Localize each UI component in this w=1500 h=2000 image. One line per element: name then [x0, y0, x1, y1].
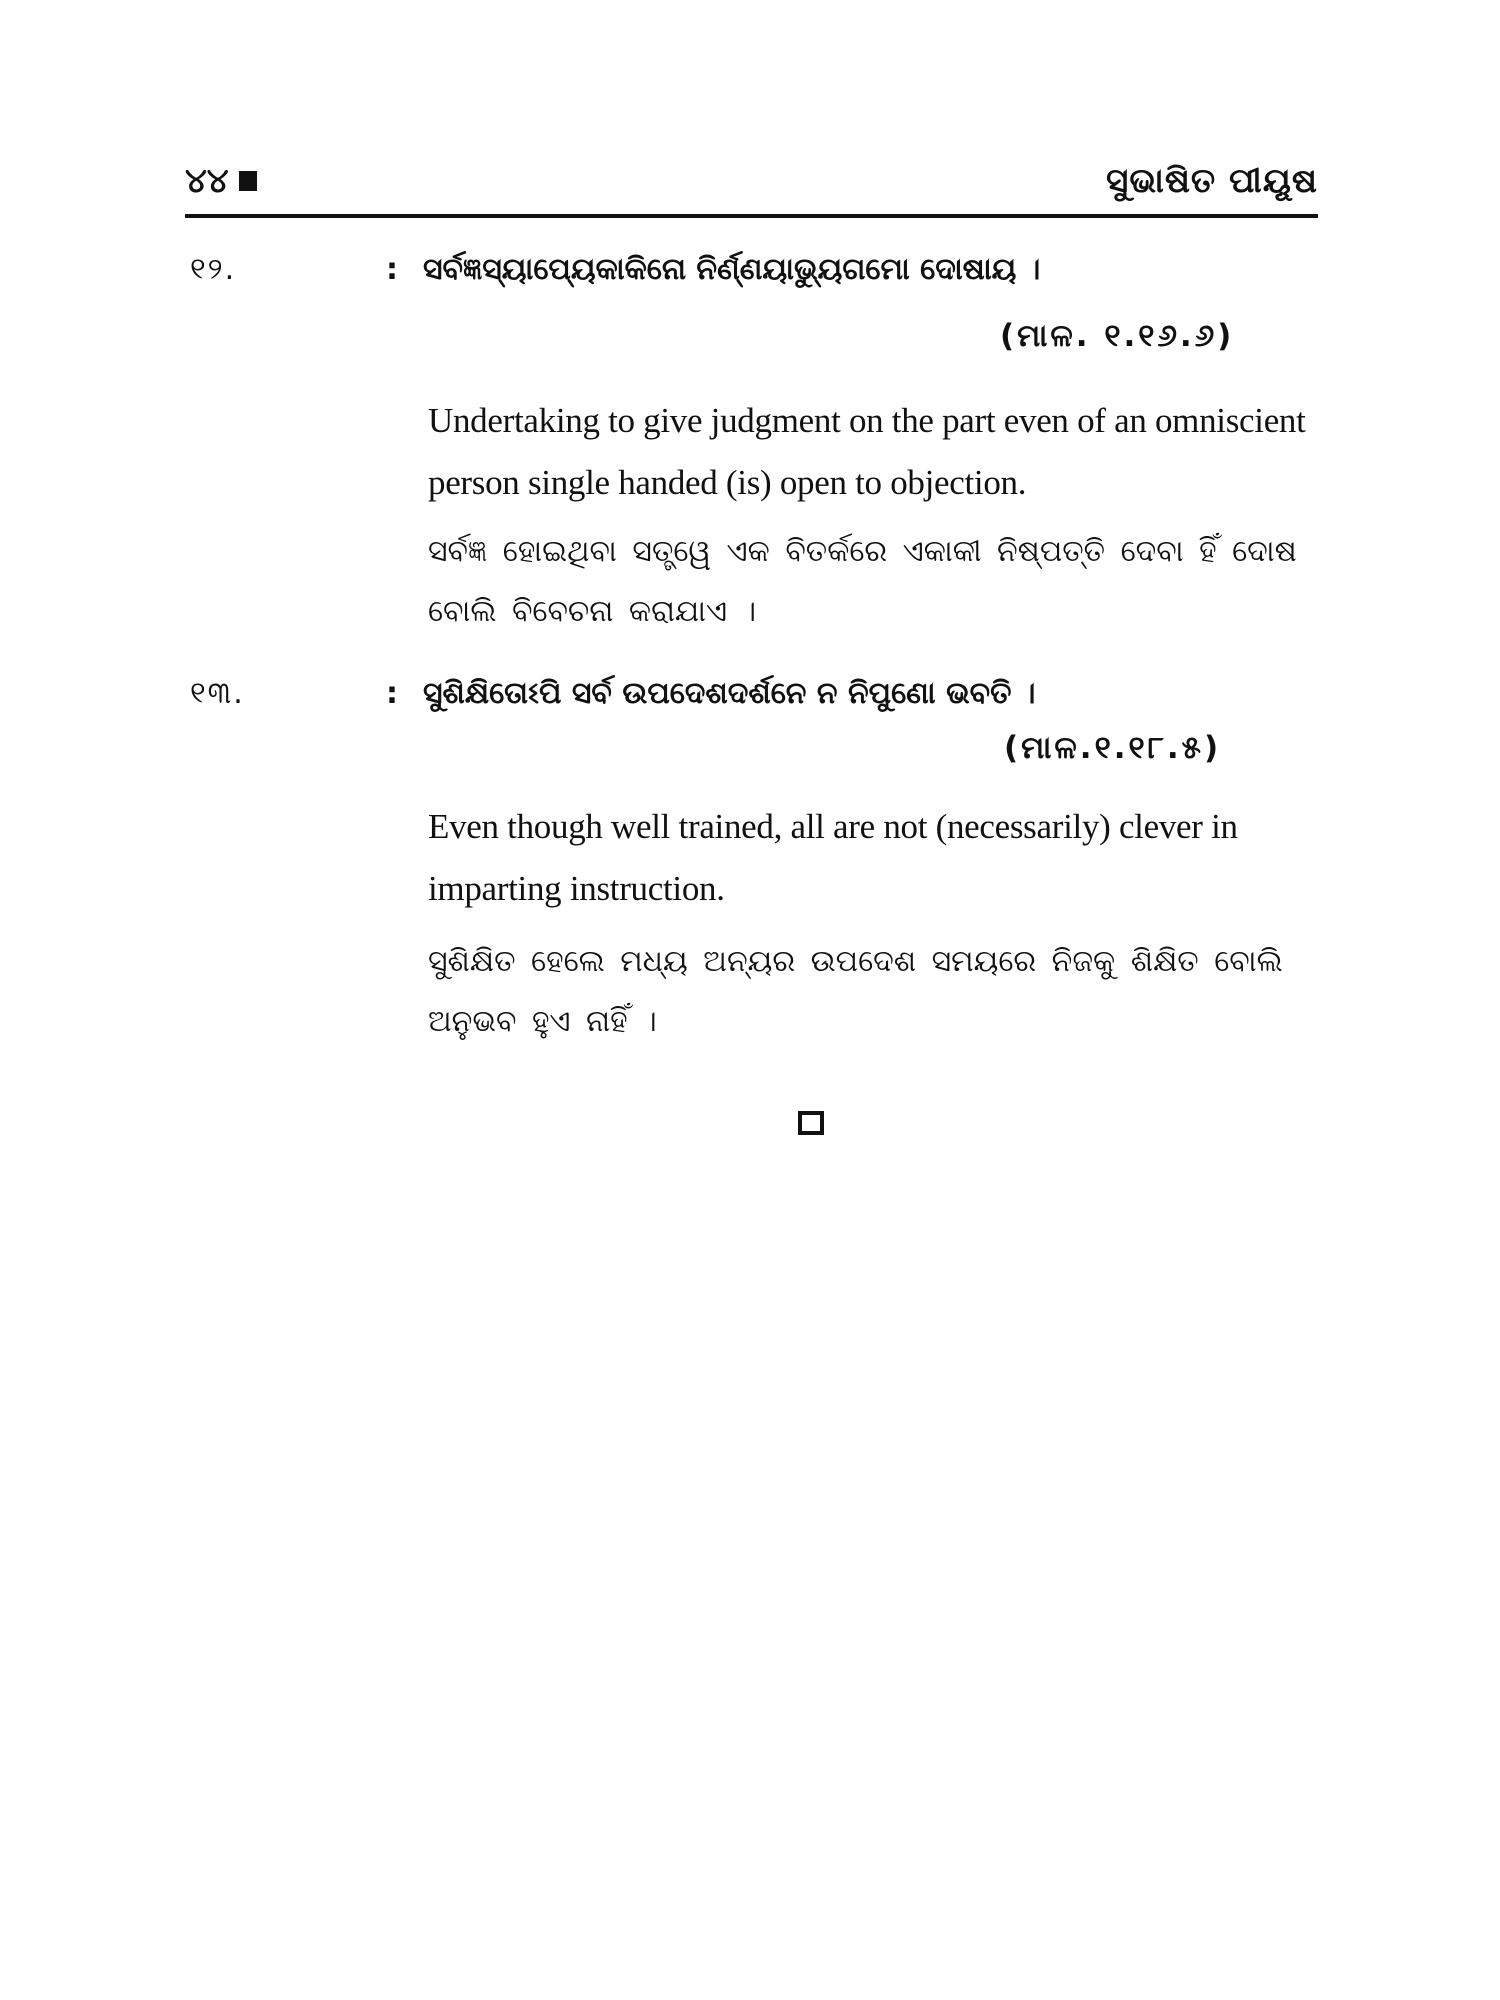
english-translation: Undertaking to give judgment on the part even of an omniscient person single handed (is) open to objection.: [428, 401, 1306, 502]
odia-translation: ସୁଶିକ୍ଷିତ ହେଲେ ମଧ୍ୟ ଅନ୍ୟର ଉପଦେଶ ସମୟରେ ନିଜକୁ ଶିକ୍ଷିତ ବୋଲି ଅନୁଭବ ହୁଏ ନାହିଁ ।: [428, 944, 1283, 1039]
page-header: [185, 158, 1318, 216]
entry-number: ୧୩.: [190, 676, 245, 711]
page-number-square-mark: [239, 171, 257, 191]
running-title: ସୁଭାଷିତ ପୀୟୂଷ: [1106, 161, 1318, 201]
sanskrit-verse: ସୁଶିକ୍ଷିତୋଽପି ସର୍ବ ଉପଦେଶଦର୍ଶନେ ନ ନିପୁଣୋ ଭବତି ।: [423, 676, 1036, 711]
entry-colon: :: [386, 252, 398, 287]
verse-reference: (ମାଳ. ୧.୧୬.୬): [1000, 318, 1235, 354]
entry-colon: :: [386, 676, 398, 711]
end-of-section-mark: [798, 1111, 824, 1135]
entry-number: ୧୨.: [190, 252, 237, 287]
page-number-block: [185, 158, 257, 204]
page-number: ୪୪: [185, 161, 229, 201]
header-rule: [185, 214, 1318, 218]
sanskrit-verse: ସର୍ବଜ୍ଞସ୍ୟାପ୍ୟେକାକିନୋ ନିର୍ଣ୍ଣୟାଭ୍ୟୁଗମୋ ଦୋଷାୟ ।: [423, 252, 1041, 287]
english-translation: Even though well trained, all are not (necessarily) clever in imparting instruction.: [428, 807, 1238, 908]
verse-reference: (ମାଳ.୧.୧୮.୫): [1004, 730, 1222, 766]
odia-translation: ସର୍ବଜ୍ଞ ହୋଇଥିବା ସତ୍ତ୍ୱେ ଏକ ବିତର୍କରେ ଏକାକୀ ନିଷ୍ପତ୍ତି ଦେବା ହିଁ ଦୋଷ ବୋଲି ବିବେଚନା କରାଯାଏ ।: [428, 534, 1297, 629]
